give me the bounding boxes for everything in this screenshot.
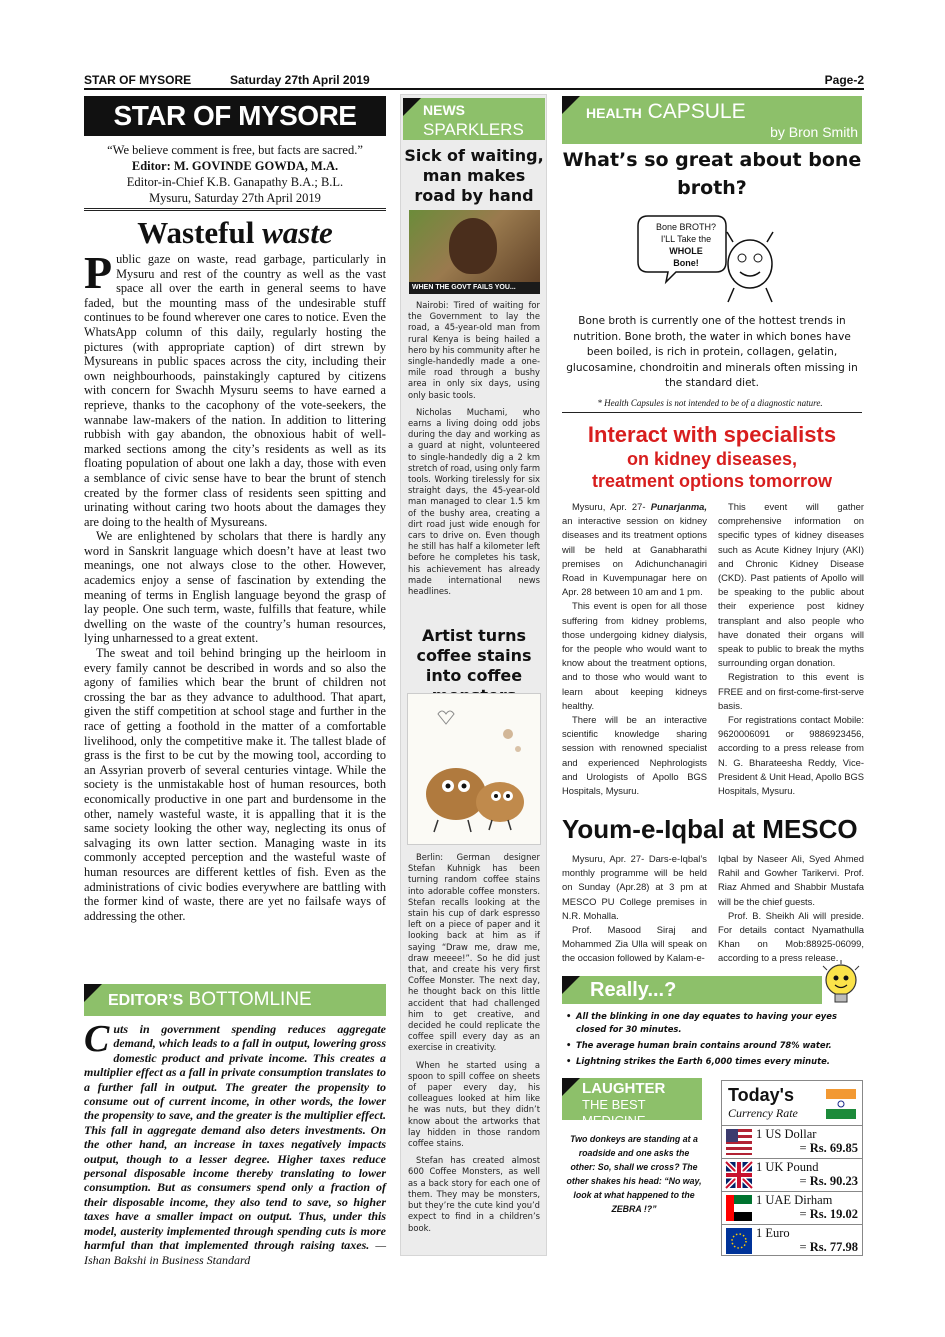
- fact-item: • All the blinking in one day equates to having your eyes closed for 30 minutes.: [566, 1010, 862, 1036]
- sparklers-label-a: NEWS: [423, 102, 465, 118]
- really-label: Really...?: [590, 979, 677, 1001]
- india-flag-icon: [826, 1089, 856, 1119]
- bottomline-text: uts in government spending reduces aggregate demand, which leads to a fall in output, lowering gross domestic product and private income. This creates a multiplier effect as a fall in private consumption translates to a further fall in output. The greater the propensity to consume out of current income, in other words, the lower the propensity to save, and the greater is the multiplier effect. This fall in aggregate demand also deters investments. On the other hand, an increase in taxes negatively impacts output, though to a lesser degree. Higher taxes reduce personal disposable income thereby translating to lower consumption. But as consumers spend only a fraction of their disposable income, they also tend to save, so higher taxes have a smaller impact on output. Thus, under this model, austerity implemented through spending cuts is more harmful than that implemented through raising taxes.: [84, 1022, 386, 1253]
- sparklers-label-b: SPARKLERS: [423, 120, 524, 139]
- corner-triangle: [403, 98, 421, 116]
- kidney-dateline: Mysuru, Apr. 27-: [572, 501, 651, 512]
- corner-triangle: [562, 1078, 580, 1096]
- photo-caption: WHEN THE GOVT FAILS YOU...: [409, 282, 540, 294]
- kidney-p1-text: an interactive session on kidney diseases and its treatment options will be held at Ganabharathi premises on Adichunchanagiri Road in Kuvempunagar here on Apr. 28 between 10 am and 1 pm.: [562, 515, 707, 598]
- currency-amount: Rs. 69.85: [809, 1141, 858, 1155]
- header-page-number: Page-2: [824, 73, 864, 87]
- editorial-title: [84, 214, 386, 252]
- kidney-right-column: [718, 500, 864, 798]
- health-capsule-label: [586, 100, 746, 124]
- svg-text:WHOLE: WHOLE: [669, 246, 703, 256]
- story1-p1: Nairobi: Tired of waiting for the Government to lay the road, a 45-year-old man from rural Kenya is being hailed a hero by his community after he single-handedly made a one-mile road through a bushy area in only six days, using only basic tools.: [408, 300, 540, 400]
- fact-item: • Lightning strikes the Earth 6,000 times every minute.: [566, 1055, 862, 1068]
- health-byline: by Bron Smith: [770, 124, 858, 140]
- header-date: Saturday 27th April 2019: [230, 73, 370, 87]
- fact-item: • The average human brain contains around 78% water.: [566, 1039, 862, 1052]
- currency-equals: =: [799, 1240, 810, 1254]
- masthead-title: STAR OF MYSORE: [84, 96, 386, 136]
- kidney-headline: [562, 422, 862, 492]
- bottomline-banner: [84, 984, 386, 1016]
- coffee-monster-illustration: [407, 693, 541, 845]
- currency-value: [800, 1240, 858, 1255]
- editorial-paragraph: The sweat and toil behind bringing up the heirloom in every family cannot be described in words and so also the agony of families which bear the brunt of children not crossing the bar as they advance to adulthood. That apart, given the stiff competition at school stage and further in the race of getting a foothold in the matter of a comfortable livelihood, only the competitive make it. The tallest blade of grass is the first to be cut by the mowing tool, according to an Assyrian proverb of several centuries vintage. While the society is the unmistakable host of human resources, both economically productive in one part and burdensome in the other, namely wasteful waste, it is appalling that it is the same society looking the other way, neglecting its onus of salvaging its own latter section. Managing waste in its commonly accepted perception and the wasteful waste of human resources are different kettles of fish. Even as the administrations of civic bodies everywhere are battling with the former kind of waste, there are yet no failsafe ways of addressing the other.: [84, 646, 386, 923]
- editorial-p1: ublic gaze on waste, read garbage, particularly in Mysuru and rest of the country as well as the vast space all over the earth in general seems to have faded, but the mounting mass of the undesirable stuff continues to be found wherever one cares to notice. Even the WhatsApp column of this daily, regularly hosting the pictures (with appropriate caption) of dirt strewn by Mysureans in public spaces across the city, including their own neighbourhoods, painstakingly captured by citizens with concern for Swachh Mysuru seems to have earned a reprieve, thanks to the cacophony of the vote-seekers, the wannabe law-makers of the nation. In addition to littering rubbish with gay abandon, the obnoxious habit of well-marked sections among the city’s residents as well as its floating population of about one lakh a day, those with even a semblance of civic sense have to bear the brunt of stench created by the former class of residents seen spitting and urinating without caring two hoots about the damages they are doing to the health of Mysureans.: [84, 252, 386, 529]
- page-header: [84, 72, 864, 90]
- really-banner: [562, 976, 822, 1004]
- us-flag-icon: [726, 1129, 752, 1155]
- story2-p3: Stefan has created almost 600 Coffee Monsters, as well as a back story for each one of them. They may be monsters, but they’re the cute kind you’d expect to find in a children’s book.: [408, 1155, 540, 1233]
- laughter-banner: [562, 1078, 702, 1128]
- health-label-a: HEALTH: [586, 105, 642, 121]
- mesco-p4: Prof. B. Sheikh Ali will preside. For details contact Nyamathulla Khan on Mob:88925-06099, according to a press release.: [718, 909, 864, 964]
- really-facts-list: [566, 1010, 862, 1071]
- editorial-body: [84, 247, 386, 970]
- laughter-label-a: LAUGHTER: [582, 1080, 666, 1097]
- currency-amount: Rs. 90.23: [809, 1174, 858, 1188]
- kidney-p1: [562, 500, 707, 599]
- header-paper-name: STAR OF MYSORE: [84, 73, 192, 87]
- bottomline-label-b: BOTTOMLINE: [183, 989, 312, 1010]
- coffee-monster-drawing: [408, 694, 542, 846]
- corner-triangle: [562, 976, 580, 994]
- kidney-headline-line3: treatment options tomorrow: [591, 471, 832, 491]
- kidney-p6: For registrations contact Mobile: 9620006091 or 9886923456, according to a press release from N. G. Bharateesha Reddy, Vice-President & Unit Head, Apollo BGS Hospitals, Mysuru.: [718, 714, 864, 797]
- currency-value: [800, 1207, 858, 1222]
- currency-value: [800, 1141, 858, 1156]
- motto: “We believe comment is free, but facts are sacred.”: [107, 143, 363, 157]
- editorial-paragraph: We are enlightened by scholars that there is hardly any word in Sanskrit language which doesn’t have at least two meanings, one not always close to the other. However, academics enjoy a sense of fascination by extending the meaning of terms in English language beyond the grasp of lay people. One such term, waste, fulfills that feature, while dwelling on the waste of the country’s human resources, lying unharnessed to a great extent.: [84, 529, 386, 646]
- story2-p2: When he started using a spoon to spill coffee on sheets of paper every day, his colleagues looked at him like he was nuts, but they didn’t know about the artworks that lay hidden in those random coffee stains.: [408, 1059, 540, 1149]
- story2-p1: Berlin: German designer Stefan Kuhnigk has been turning random coffee stains into adorable coffee monsters. Stefan recalls looking at the stain his cup of dark espresso left on a piece of paper and it looking back at him as if saying “Draw me, draw me, draw meeee!”. So he did just that, and create his very first Coffee Monster. The next day, he thought back on this little accident that had challenged him to get creative, and decided he could replicate the coffee spill every day as an exercise in creativity.: [408, 852, 540, 1053]
- mesco-right-column: [718, 852, 864, 966]
- currency-amount: Rs. 77.98: [809, 1240, 858, 1254]
- kidney-left-column: [562, 500, 707, 798]
- mesco-p1: Mysuru, Apr. 27- Dars-e-Iqbal’s monthly programme will be held on Sunday (Apr.28) at 3 pm at MESCO PU College premises in N.R. Mohalla.: [562, 853, 707, 921]
- bottomline-source: —Ishan Bakshi in Business Standard: [84, 1238, 386, 1267]
- corner-triangle: [84, 984, 102, 1002]
- currency-equals: =: [799, 1207, 810, 1221]
- bottomline-dropcap: C: [84, 1018, 110, 1060]
- currency-amount: Rs. 19.02: [809, 1207, 858, 1221]
- kidney-p5: Registration to this event is FREE and on first-come-first-serve basis.: [718, 671, 864, 711]
- kidney-p2: This event is open for all those suffering from kidney problems, those undergoing kidney dialysis, for the people who would want to know about the treatment options, and to those who would want to learn about keeping kidneys healthy.: [562, 600, 707, 711]
- mesco-left-column: [562, 852, 707, 966]
- road-man-photo: [409, 210, 540, 294]
- masthead-info: [84, 142, 386, 206]
- kidney-headline-line2: on kidney diseases,: [626, 449, 798, 469]
- editorial-dropcap: P: [84, 247, 113, 298]
- health-body: Bone broth is currently one of the hottest trends in nutrition. Bone broth, the water in which bones have been boiled, is rich in protein, collagen, gelatin, glucosamine, chondroitin and minerals often missing in the standard diet.: [566, 315, 858, 390]
- currency-row-eur: [722, 1224, 862, 1257]
- divider: [84, 208, 386, 211]
- currency-subtitle: Currency Rate: [728, 1106, 798, 1120]
- story1-headline: Sick of waiting, man makes road by hand: [404, 146, 544, 205]
- currency-title: Today's: [728, 1085, 794, 1105]
- health-label-b: CAPSULE: [641, 100, 746, 123]
- health-title: What’s so great about bone broth?: [562, 149, 862, 199]
- currency-row-aed: [722, 1191, 862, 1224]
- eu-flag-icon: [726, 1228, 752, 1254]
- story2-headline: Artist turns coffee stains into coffee: [416, 626, 532, 685]
- currency-rate-box: [721, 1080, 863, 1256]
- editor-line: Editor: M. GOVINDE GOWDA, M.A.: [131, 159, 339, 173]
- uae-flag-icon: [726, 1195, 752, 1221]
- mesco-p2: Prof. Masood Siraj and Mohammed Zia Ulla will speak on the occasion followed by Kalam-e-: [562, 924, 707, 964]
- currency-row-usd: [722, 1125, 862, 1158]
- currency-name: 1 UAE Dirham: [756, 1193, 833, 1207]
- editor-in-chief-line: Editor-in-Chief K.B. Ganapathy B.A.; B.L.: [126, 175, 344, 189]
- svg-text:I'LL Take the: I'LL Take the: [660, 234, 712, 244]
- svg-text:Bone BROTH?: Bone BROTH?: [655, 222, 717, 232]
- bottomline-label-a: EDITOR’S: [108, 992, 184, 1009]
- laughter-label-b: THE BEST MEDICINE: [582, 1097, 646, 1128]
- story1-p2: Nicholas Muchami, who earns a living doing odd jobs during the day and working as a guard at night, volunteered to single-handedly dig a 2 km stretch of road, using only farm tools. Working tirelessly for six straight days, the 45-year-old man managed to clear 1.5 km of the bushy area, creating a dirt road just wide enough for cars to drive on. Even though he still has half a kilometer left before he completes his task, his achievement has already made international news headlines.: [408, 406, 541, 597]
- currency-value: [800, 1174, 858, 1189]
- bottomline-body: [84, 1018, 386, 1267]
- editorial-paragraph: [84, 247, 386, 529]
- kidney-headline-line1: Interact with specialists: [587, 422, 837, 447]
- man-face-image: [449, 218, 497, 274]
- health-disclaimer: * Health Capsules is not intended to be of a diagnostic nature.: [597, 398, 823, 408]
- currency-name: 1 US Dollar: [756, 1127, 817, 1141]
- lightbulb-icon: [818, 960, 864, 1010]
- currency-equals: =: [799, 1141, 810, 1155]
- story1-body: [408, 300, 540, 603]
- story2-body: [408, 852, 540, 1240]
- laughter-joke: Two donkeys are standing at a roadside and one asks the other: So, shall we cross? The other shakes his head: “No way, look at what happened to the ZEBRA !?”: [566, 1134, 702, 1214]
- kidney-p4: This event will gather comprehensive information on specific types of kidney diseases such as Acute Kidney Injury (AKI) and Chronic Kidney Disease (CKD). Past patients of Apollo will be speaking to the public about their experience post kidney transplant and also people who have donated their organs will speak to public to break the myths surrounding organ donation.: [718, 501, 864, 669]
- editorial-title-b: waste: [262, 215, 333, 250]
- bone-broth-cartoon: [638, 208, 788, 306]
- kidney-event-name: Punarjanma,: [650, 501, 707, 512]
- divider: [562, 412, 862, 413]
- news-sparklers-banner: [403, 98, 545, 140]
- currency-name: 1 UK Pound: [756, 1160, 819, 1174]
- svg-text:Bone!: Bone!: [673, 258, 699, 268]
- kidney-p3: There will be an interactive scientific knowledge sharing session with renowned specialist and experienced Nephrologists and Urologists of Apollo BGS Hospitals, Mysuru.: [562, 714, 707, 797]
- editorial-title-a: Wasteful: [137, 215, 263, 250]
- currency-row-gbp: [722, 1158, 862, 1191]
- corner-triangle: [562, 96, 580, 114]
- mesco-p3: Iqbal by Naseer Ali, Syed Ahmed Rahil and Gowher Tarikervi. Prof. Riaz Ahmed and Shabbir Mustafa will be the chief guests.: [718, 853, 864, 907]
- uk-flag-icon: [726, 1162, 752, 1188]
- currency-equals: =: [799, 1174, 810, 1188]
- dateline: Mysuru, Saturday 27th April 2019: [149, 191, 321, 205]
- currency-name: 1 Euro: [756, 1226, 790, 1240]
- health-capsule-banner: [562, 96, 862, 144]
- mesco-headline: Youm-e-Iqbal at MESCO: [562, 814, 858, 844]
